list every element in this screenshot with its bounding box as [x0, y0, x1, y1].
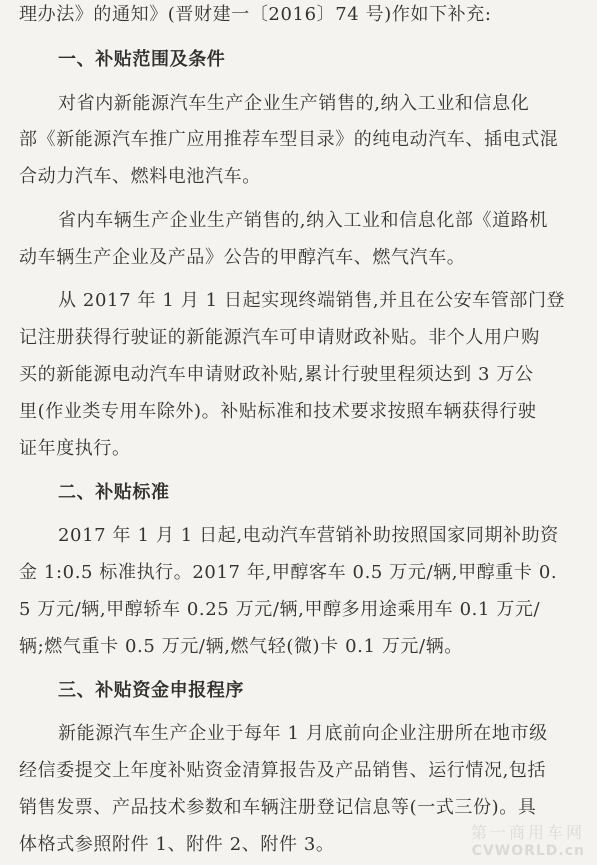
- text-line: 理办法》的通知》(晋财建一〔2016〕74 号)作如下补充:: [19, 4, 492, 25]
- watermark-logo: [471, 820, 585, 859]
- watermark-cn: 第一商用车网: [470, 823, 585, 842]
- text-line: 辆;燃气重卡 0.5 万元/辆,燃气轻(微)卡 0.1 万元/辆。: [19, 636, 463, 657]
- text-line: 动车辆生产企业及产品》公告的甲醇汽车、燃气汽车。: [19, 247, 466, 268]
- text-line: 省内车辆生产企业生产销售的,纳入工业和信息化部《道路机: [58, 210, 548, 231]
- text-line: 从 2017 年 1 月 1 日起实现终端销售,并且在公安车管部门登: [58, 290, 566, 311]
- section-heading: 二、补贴标准: [58, 482, 170, 503]
- text-line: 部《新能源汽车推广应用推荐车型目录》的纯电动汽车、插电式混: [19, 129, 559, 150]
- text-line: 合动力汽车、燃料电池汽车。: [19, 166, 261, 187]
- section-heading: 一、补贴范围及条件: [58, 49, 226, 70]
- watermark-en: CVWORLD.cn: [471, 843, 585, 859]
- section-heading: 三、补贴资金申报程序: [58, 680, 244, 701]
- text-line: 销售发票、产品技术参数和车辆注册登记信息等(一式三份)。具: [19, 797, 537, 818]
- text-line: 5 万元/辆,甲醇轿车 0.25 万元/辆,甲醇多用途乘用车 0.1 万元/: [19, 599, 541, 620]
- text-line: 2017 年 1 月 1 日起,电动汽车营销补助按照国家同期补助资: [58, 525, 559, 546]
- text-line: 金 1:0.5 标准执行。2017 年,甲醇客车 0.5 万元/辆,甲醇重卡 0.: [19, 562, 558, 583]
- text-line: 对省内新能源汽车生产企业生产销售的,纳入工业和信息化: [58, 93, 530, 114]
- text-line: 体格式参照附件 1、附件 2、附件 3。: [19, 834, 335, 855]
- text-line: 经信委提交上年度补贴资金清算报告及产品销售、运行情况,包括: [19, 760, 547, 781]
- text-line: 买的新能源电动汽车申请财政补贴,累计行驶里程须达到 3 万公: [19, 364, 534, 385]
- text-line: 里(作业类专用车除外)。补贴标准和技术要求按照车辆获得行驶: [19, 401, 537, 422]
- text-line: 记注册获得行驶证的新能源汽车可申请财政补贴。非个人用户购: [19, 327, 540, 348]
- text-line: 新能源汽车生产企业于每年 1 月底前向企业注册所在地市级: [58, 723, 548, 744]
- text-line: 证年度执行。: [19, 438, 131, 459]
